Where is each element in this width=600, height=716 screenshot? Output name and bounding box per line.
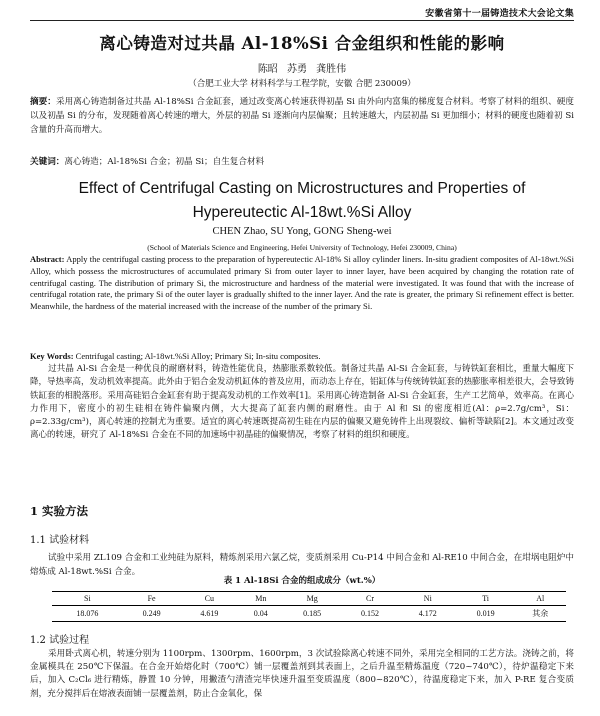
title-en-line1: Effect of Centrifugal Casting on Microstructures and Properties of — [78, 180, 526, 197]
authors-en: CHEN Zhao, SU Yong, GONG Sheng-wei — [212, 226, 392, 237]
keywords-cn-label: 关键词： — [30, 157, 65, 167]
table-cell: 4.619 — [200, 609, 219, 618]
title-en-line2: Hypereutectic Al-18wt.%Si Alloy — [192, 204, 412, 221]
col-header: Mg — [306, 594, 318, 603]
intro-text: 过共晶 Al-Si 合金是一种优良的耐磨材料，铸造性能优良，热膨胀系数较低。制备过共晶 Al-Si 合金缸套，与铸铁缸套相比，重量大幅度下降，导热率高，发动机效率提高。此外由于铝合金发动机缸体的普及应用，而动态上存在，铝缸体与传统铸铁缸套的热膨胀率相差很大，会导致铸铁缸套的相脱落形。采用高硅铝合金缸套有助于提高发动机的工作效率[1]。采用离心铸造制备 Al-Si 合金缸套，生产工艺简单，效率高。在离心力作用下，密度小的初生硅相在铸件偏聚内侧，大大提高了缸套内侧的耐磨性。由于 Al 和 Si 的密度相近(Al：ρ=2.7g/cm³，Si：ρ=2.33g/cm³)，离心转速的控制尤为重要。适宜的离心转速既提高初生硅在内层的偏聚又避免铸件上出现裂纹、偏析等缺陷[2]。本文通过改变离心的转速，研究了 Al-18%Si 合金在不同的加速场中初晶硅的偏聚情况，考察了材料的组织和硬度。 — [30, 364, 575, 441]
intro-paragraph — [30, 363, 574, 443]
col-header: Fe — [147, 594, 156, 603]
table-header-row — [52, 592, 566, 606]
col-header: Ti — [482, 594, 490, 603]
table-cell: 0.185 — [303, 609, 322, 618]
section-1-1-heading: 1.1 试验材料 — [30, 535, 90, 546]
page-title-cn: 离心铸造对过共晶 Al-18%Si 合金组织和性能的影响 — [99, 34, 505, 53]
table-cell: 0.249 — [142, 609, 161, 618]
authors-cn: 陈昭 苏勇 龚胜伟 — [257, 64, 347, 75]
section-1-2-text: 采用卧式离心机，转速分别为 1100rpm、1300rpm、1600rpm，3 次试验除离心转速不同外，采用完全相同的工艺方法。浇铸之前，将金属模具在 250℃下保温。在合金开始熔化时（700℃）铺一层覆盖剂到其表面上，之后升温至精炼温度（720~740℃），待炉温稳定下来后，加入 C₂Cl₆ 进行精炼，静置 10 分钟，用撇渣勺清渣完毕快速升温至变质温度（800~820℃），待温度稳定下来，加入 P-RE 复合变质剂，充分搅拌后在熔液表面铺一层覆盖剂，防止合金氧化，保 — [30, 649, 574, 699]
section-1-2-heading: 1.2 试验过程 — [30, 635, 90, 646]
col-header: Mn — [255, 594, 267, 603]
table-cell: 0.152 — [360, 609, 379, 618]
table-cell: 其余 — [532, 609, 549, 618]
abstract-cn-text: 采用离心铸造制备过共晶 Al-18%Si 合金缸套，通过改变离心转速获得初晶 Si 由外向内富集的梯度复合材料。考察了材料的组织、硬度以及初晶 Si 的分布，发现随着离心转速的增大，外层的初晶 Si 逐渐向内层偏聚；且转速越大，内层初晶 Si 更加细小；材料的硬度也随着初 Si 含量的升高而增大。 — [30, 97, 574, 136]
table-1-caption: 表 1 Al-18Si 合金的组成成分（wt.%） — [223, 576, 381, 586]
col-header: Si — [84, 594, 91, 603]
abstract-en-text: Apply the centrifugal casting process to the preparation of hypereutectic Al-18% Si alloy cylinder liners. In-situ gradient composites of Al-18wt.%Si Alloy, which possess the microstructures of accumulated primary Si from outer layer to inner layer, have been acquired by changing the rotation rate of centrifugal casting. The distribution of primary Si, the microstructure and hardness of the material were investigated. It was found that with the increase of centrifugal rotation rate, the primary Si of the outer layer is gradually shifted to the inner layer. And the rate is greater, the primary Si refinement effect is better. Meanwhile, the hardness of the material increased with the increase of the number of the primary Si. — [30, 254, 575, 312]
table-row — [52, 606, 566, 622]
table-cell: 0.04 — [253, 609, 268, 618]
col-header: Al — [536, 594, 545, 603]
abstract-cn — [30, 95, 574, 138]
composition-table — [52, 591, 566, 622]
keywords-en-text: Centrifugal casting; Al-18wt.%Si Alloy; Primary Si; In-situ composites. — [75, 351, 321, 361]
table-cell: 4.172 — [418, 609, 437, 618]
col-header: Cr — [365, 594, 374, 603]
page-title-en — [30, 177, 574, 225]
table-cell: 18.076 — [76, 609, 99, 618]
keywords-cn-text: 离心铸造；Al-18%Si 合金；初晶 Si；自生复合材料 — [64, 157, 265, 167]
proceedings-header: 安徽省第十一届铸造技术大会论文集 — [425, 9, 574, 19]
affiliation-cn: （合肥工业大学 材料科学与工程学院，安徽 合肥 230009） — [188, 79, 416, 89]
keywords-cn — [30, 155, 574, 169]
section-1-heading: 1 实验方法 — [30, 504, 89, 518]
col-header: Cu — [204, 594, 215, 603]
section-1-1-text: 试验中采用 ZL109 合金和工业纯硅为原料，精炼剂采用六氯乙烷，变质剂采用 Cu-P14 中间合金和 Al-RE10 中间合金，在坩埚电阻炉中熔炼成 Al-18wt.%Si 合金。 — [30, 553, 574, 578]
col-header: Ni — [423, 594, 432, 603]
affiliation-en: (School of Materials Science and Engineering, Hefei University of Technology, Hefei 230009, China) — [147, 243, 457, 252]
abstract-en-label: Abstract: — [30, 254, 65, 264]
abstract-en — [30, 254, 574, 313]
keywords-en-label: Key Words: — [30, 351, 74, 361]
abstract-cn-label: 摘要： — [30, 97, 56, 107]
keywords-en — [30, 351, 574, 363]
table-cell: 0.019 — [476, 609, 495, 618]
header-rule — [30, 20, 574, 21]
